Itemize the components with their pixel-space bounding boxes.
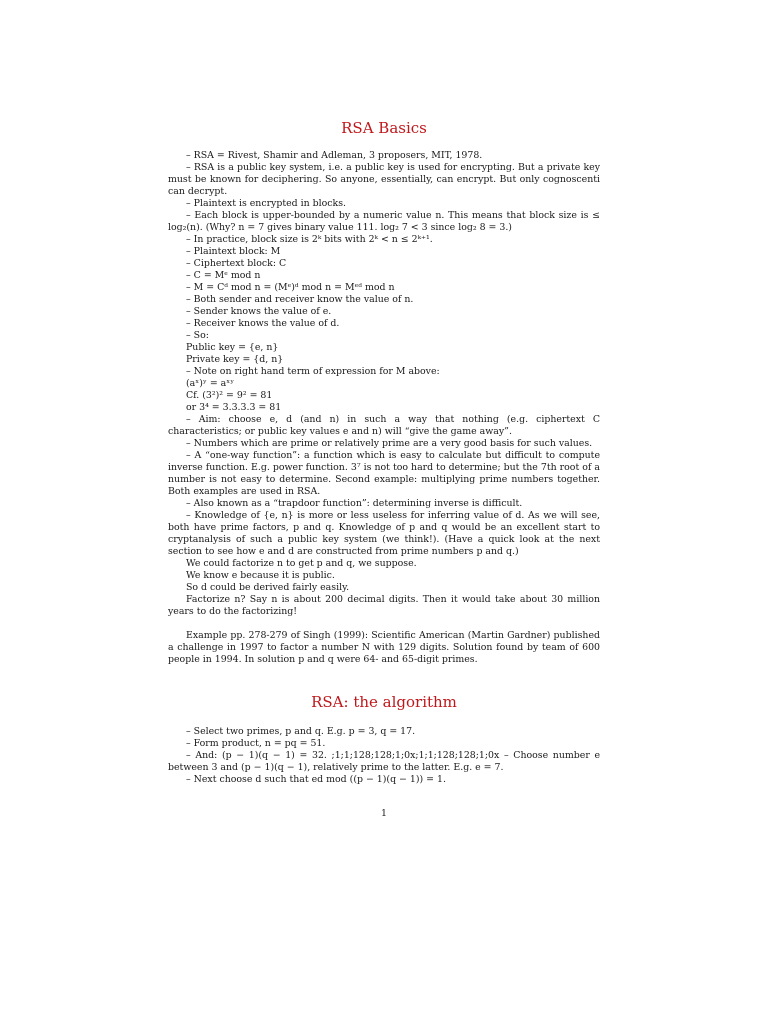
paragraph: – Aim: choose e, d (and n) in such a way that nothing (e.g. ciphertext C characteristics; or public key values e and n) will “give the game away”. bbox=[168, 414, 600, 437]
paragraph: – Receiver knows the value of d. bbox=[186, 318, 340, 329]
paragraph: – Sender knows the value of e. bbox=[186, 306, 332, 317]
paragraph: – Knowledge of {e, n} is more or less useless for inferring value of d. As we will see, both have prime factors, p and q. Knowledge of p and q would be an excellent start to cryptanalysis of such a public key system (we think!). (Have a quick look at the next section to see how e and d are constructed from prime numbers p and q.) bbox=[168, 510, 600, 557]
paragraph: – And: (p − 1)(q − 1) = 32. ;1;1;128;128;1;0x;1;1;128;128;1;0x – Choose number e between 3 and (p − 1)(q − 1), relatively prime to the latter. E.g. e = 7. bbox=[168, 750, 600, 773]
paragraph: – So: bbox=[186, 330, 209, 341]
paragraph: – C = Mᵉ mod n bbox=[186, 270, 261, 281]
paragraph: – Plaintext block: M bbox=[186, 246, 281, 257]
paragraph: – Ciphertext block: C bbox=[186, 258, 287, 269]
section-title-rsa-basics: RSA Basics bbox=[341, 119, 427, 137]
formula-line: (aˣ)ʸ = aˣʸ bbox=[186, 378, 235, 389]
paragraph: We know e because it is public. bbox=[186, 570, 335, 581]
paragraph: – Note on right hand term of expression for M above: bbox=[186, 366, 440, 377]
paragraph: – In practice, block size is 2ᵏ bits with 2ᵏ < n ≤ 2ᵏ⁺¹. bbox=[186, 234, 433, 245]
page-content bbox=[168, 118, 600, 786]
paragraph: – Next choose d such that ed mod ((p − 1)(q − 1)) = 1. bbox=[186, 774, 446, 785]
paragraph: – Both sender and receiver know the value of n. bbox=[186, 294, 414, 305]
formula-line: Private key = {d, n} bbox=[186, 354, 284, 365]
paragraph: – Each block is upper-bounded by a numeric value n. This means that block size is ≤ log₂(n). (Why? n = 7 gives binary value 111. log₂ 7 < 3 since log₂ 8 = 3.) bbox=[168, 210, 600, 233]
formula-line: or 3⁴ = 3.3.3.3 = 81 bbox=[186, 402, 282, 413]
paragraph: – RSA is a public key system, i.e. a public key is used for encrypting. But a private key must be known for deciphering. So anyone, essentially, can encrypt. But only cognoscenti can decrypt. bbox=[168, 162, 600, 197]
paragraph: We could factorize n to get p and q, we suppose. bbox=[186, 558, 417, 569]
paragraph: Example pp. 278-279 of Singh (1999): Scientific American (Martin Gardner) published a challenge in 1997 to factor a number N with 129 digits. Solution found by team of 600 people in 1994. In solution p and q were 64- and 65-digit primes. bbox=[168, 630, 600, 665]
paragraph: – M = Cᵈ mod n = (Mᵉ)ᵈ mod n = Mᵉᵈ mod n bbox=[186, 282, 395, 293]
paragraph: – Also known as a “trapdoor function”: determining inverse is difficult. bbox=[186, 498, 523, 509]
paragraph: – Select two primes, p and q. E.g. p = 3, q = 17. bbox=[186, 726, 416, 737]
paragraph: Factorize n? Say n is about 200 decimal digits. Then it would take about 30 million years to do the factorizing! bbox=[168, 594, 600, 617]
formula-line: Cf. (3²)² = 9² = 81 bbox=[186, 390, 273, 401]
paragraph: So d could be derived fairly easily. bbox=[186, 582, 350, 593]
page-number: 1 bbox=[381, 808, 387, 819]
paragraph: – A “one-way function”: a function which is easy to calculate but difficult to compute inverse function. E.g. power function. 3⁷ is not too hard to determine; but the 7th root of a number is not easy to determine. Second example: multiplying prime numbers together. Both examples are used in RSA. bbox=[168, 450, 600, 497]
paragraph: – Numbers which are prime or relatively prime are a very good basis for such values. bbox=[186, 438, 593, 449]
paragraph: – Plaintext is encrypted in blocks. bbox=[186, 198, 347, 209]
paragraph: – RSA = Rivest, Shamir and Adleman, 3 proposers, MIT, 1978. bbox=[186, 150, 483, 161]
paragraph: – Form product, n = pq = 51. bbox=[186, 738, 326, 749]
section-title-rsa-algorithm: RSA: the algorithm bbox=[311, 693, 457, 711]
formula-line: Public key = {e, n} bbox=[186, 342, 279, 353]
